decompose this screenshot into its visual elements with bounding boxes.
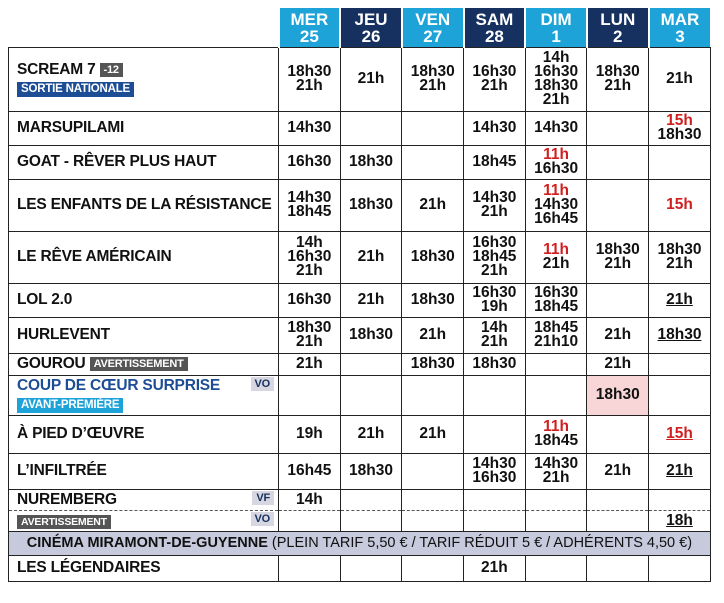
showtime-cell — [402, 283, 464, 317]
film-title-cell — [9, 555, 279, 581]
showtime: 16h30 — [534, 160, 579, 177]
showtime: 21h — [481, 203, 508, 220]
day-number: 26 — [361, 27, 381, 47]
film-title-cell — [9, 375, 279, 415]
showtime: 21h — [357, 291, 385, 308]
showtime: 11h — [543, 418, 570, 435]
day-header-jeu — [340, 8, 402, 47]
showtime: 21h — [542, 469, 570, 486]
film-row — [9, 555, 711, 581]
showtime: 21h — [666, 291, 693, 308]
showtime-cell — [587, 555, 649, 581]
showtime: 14h30 — [534, 455, 579, 472]
showtime-cell — [587, 317, 649, 353]
showtime: 18h30 — [410, 291, 455, 308]
showtime: 21h — [481, 559, 508, 576]
showtime: 14h30 — [472, 455, 517, 472]
film-title: MARSUPILAMI — [17, 119, 125, 136]
showtime: 18h30 — [595, 241, 640, 258]
showtime: 16h30 — [472, 234, 517, 251]
showtime-cell — [464, 489, 526, 510]
showtime-cell — [587, 489, 649, 510]
showtime: 16h30 — [534, 63, 579, 80]
showtime: 19h — [481, 298, 508, 315]
schedule — [8, 8, 710, 582]
showtime: 21h — [295, 77, 323, 94]
showtime: 21h — [542, 91, 570, 108]
film-row-nuremberg-vo — [9, 510, 711, 531]
film-title-cell — [9, 231, 279, 283]
showtime: 21h — [295, 333, 323, 350]
film-title-cell — [9, 489, 279, 510]
film-title-cell — [9, 317, 279, 353]
showtime: 18h30 — [657, 126, 702, 143]
showtime-cell — [402, 375, 464, 415]
showtime: 14h30 — [534, 119, 579, 136]
showtime-cell — [340, 179, 402, 231]
film-row — [9, 231, 711, 283]
showtime-cell — [464, 179, 526, 231]
showtime: 21h — [357, 425, 385, 442]
showtime: 18h30 — [410, 355, 455, 372]
showtime: 18h30 — [595, 386, 640, 403]
showtime-cell — [402, 353, 464, 375]
film-row — [9, 111, 711, 145]
showtime-cell — [525, 510, 587, 531]
showtime: 21h — [481, 262, 508, 279]
showtime: 21h — [357, 248, 385, 265]
showtime-cell — [649, 555, 711, 581]
showtime-cell — [279, 283, 341, 317]
cinema-prices: (PLEIN TARIF 5,50 € / TARIF RÉDUIT 5 € / ADHÉRENTS 4,50 €) — [267, 535, 693, 551]
showtime: 21h — [666, 462, 693, 479]
day-name: SAM — [475, 10, 514, 30]
showtime-cell — [340, 47, 402, 111]
showtime-cell — [464, 415, 526, 453]
day-name: DIM — [540, 10, 572, 30]
showtime-cell — [279, 47, 341, 111]
showtime-cell — [279, 111, 341, 145]
showtime-cell — [464, 111, 526, 145]
showtime-cell — [649, 231, 711, 283]
showtime: 18h30 — [349, 462, 393, 479]
showtime: 14h30 — [472, 189, 517, 206]
showtime-cell — [525, 317, 587, 353]
showtime-cell — [279, 489, 341, 510]
showtime-cell — [464, 510, 526, 531]
showtime: 21h10 — [534, 333, 579, 350]
showtime-cell — [649, 453, 711, 489]
film-title: L’INFILTRÉE — [17, 462, 107, 479]
showtime: 18h — [666, 511, 693, 529]
showtime-cell — [525, 283, 587, 317]
showtime-cell — [587, 179, 649, 231]
film-title-cell — [9, 283, 279, 317]
day-name: VEN — [415, 10, 451, 30]
film-title: LE RÊVE AMÉRICAIN — [17, 248, 172, 265]
film-row — [9, 375, 711, 415]
showtime-cell — [525, 111, 587, 145]
film-title: LES LÉGENDAIRES — [17, 559, 161, 576]
showtime-cell — [402, 179, 464, 231]
film-title-cell — [9, 453, 279, 489]
showtime: 16h45 — [287, 462, 332, 479]
showtime-cell — [587, 510, 649, 531]
showtime: 18h45 — [472, 153, 517, 170]
showtime: 14h30 — [534, 196, 579, 213]
showtime: 14h — [295, 490, 323, 508]
showtime: 18h30 — [287, 319, 332, 336]
showtime: 18h30 — [349, 326, 393, 343]
showtime-cell — [464, 145, 526, 179]
showtime-cell — [340, 415, 402, 453]
film-row-nuremberg-vf — [9, 489, 711, 510]
showtime: 21h — [295, 355, 323, 372]
showtime-cell — [340, 145, 402, 179]
showtime-cell — [402, 510, 464, 531]
showtime-cell — [525, 415, 587, 453]
showtime-cell — [402, 47, 464, 111]
showtime-cell — [340, 375, 402, 415]
film-title: COUP DE CŒUR SURPRISE — [17, 377, 221, 394]
day-number: 27 — [423, 27, 443, 47]
showtime-cell — [464, 453, 526, 489]
showtime: 14h30 — [287, 189, 332, 206]
showtime: 16h30 — [534, 284, 579, 301]
cinema-name: CINÉMA MIRAMONT-DE-GUYENNE — [26, 535, 268, 551]
showtime-cell — [464, 317, 526, 353]
showtime: 21h — [666, 70, 693, 87]
showtime-cell — [649, 510, 711, 531]
film-title-cell — [9, 510, 279, 531]
day-header-mar — [649, 8, 711, 47]
showtime-cell — [279, 353, 341, 375]
showtime: 16h30 — [287, 291, 332, 308]
day-number: 2 — [613, 27, 623, 47]
showtime: 18h30 — [595, 63, 640, 80]
showtime-cell — [525, 353, 587, 375]
showtime: 18h45 — [534, 432, 579, 449]
film-title-cell — [9, 111, 279, 145]
showtime: 21h — [542, 255, 570, 272]
showtime: 16h30 — [472, 469, 517, 486]
film-title: HURLEVENT — [17, 326, 110, 343]
film-row — [9, 179, 711, 231]
film-title: NUREMBERG — [17, 490, 117, 508]
showtime: 18h30 — [657, 241, 702, 258]
showtime-cell — [649, 145, 711, 179]
showtime-cell — [279, 555, 341, 581]
showtime-cell — [649, 317, 711, 353]
showtime: 21h — [419, 326, 447, 343]
release-badge: SORTIE NATIONALE — [17, 82, 134, 97]
showtime-cell — [464, 375, 526, 415]
showtime-cell — [340, 111, 402, 145]
warning-badge: AVERTISSEMENT — [17, 515, 111, 529]
showtime: 21h — [604, 355, 632, 372]
showtime-cell — [525, 47, 587, 111]
showtime-cell — [340, 453, 402, 489]
showtime-cell — [402, 555, 464, 581]
showtime: 18h45 — [534, 319, 579, 336]
showtime-cell — [587, 145, 649, 179]
showtime-cell — [525, 145, 587, 179]
day-header-ven — [402, 8, 464, 47]
film-title: LOL 2.0 — [17, 291, 73, 308]
showtime: 14h30 — [472, 119, 517, 136]
showtime-cell — [402, 231, 464, 283]
showtime: 21h — [295, 262, 323, 279]
showtime: 18h30 — [534, 77, 579, 94]
day-number: 1 — [551, 27, 561, 47]
film-title-cell — [9, 47, 279, 111]
showtime: 21h — [481, 333, 508, 350]
showtime-cell — [525, 453, 587, 489]
showtime: 18h30 — [287, 63, 332, 80]
showtime-cell — [587, 415, 649, 453]
showtime-cell — [279, 317, 341, 353]
showtime-cell — [402, 111, 464, 145]
showtime-cell — [649, 353, 711, 375]
showtime: 18h30 — [410, 63, 455, 80]
film-title-cell — [9, 415, 279, 453]
showtime-cell — [525, 489, 587, 510]
showtime-cell — [587, 375, 649, 415]
film-title: SCREAM 7 — [17, 61, 96, 78]
showtime-cell — [402, 415, 464, 453]
day-header-dim — [525, 8, 587, 47]
showtime-cell — [587, 111, 649, 145]
showtime-cell — [649, 283, 711, 317]
film-row — [9, 353, 711, 375]
showtime: 16h30 — [472, 63, 517, 80]
showtime: 21h — [357, 70, 385, 87]
age-rating-badge: -12 — [100, 63, 123, 77]
showtime-cell — [340, 353, 402, 375]
cinema-banner — [9, 531, 711, 555]
preview-badge: AVANT-PREMIÈRE — [17, 398, 123, 413]
showtime-cell — [340, 489, 402, 510]
showtime: 11h — [543, 146, 570, 163]
showtime-cell — [525, 231, 587, 283]
showtime: 14h — [542, 49, 570, 66]
showtime-cell — [340, 317, 402, 353]
language-badge-vf: VF — [252, 491, 274, 505]
showtime: 21h — [604, 255, 632, 272]
showtime-cell — [279, 453, 341, 489]
showtime: 21h — [666, 255, 693, 272]
film-row — [9, 415, 711, 453]
showtime-cell — [525, 179, 587, 231]
film-row — [9, 47, 711, 111]
showtime-cell — [279, 375, 341, 415]
film-row — [9, 145, 711, 179]
showtime-cell — [649, 375, 711, 415]
showtime-cell — [649, 111, 711, 145]
showtime-cell — [587, 231, 649, 283]
showtime: 21h — [604, 326, 632, 343]
showtime: 11h — [543, 241, 570, 258]
film-row — [9, 283, 711, 317]
showtime-cell — [402, 145, 464, 179]
warning-badge: AVERTISSEMENT — [90, 357, 188, 371]
showtime: 16h30 — [287, 248, 332, 265]
showtime-cell — [649, 415, 711, 453]
showtime: 16h30 — [287, 153, 332, 170]
showtime-cell — [464, 231, 526, 283]
showtime: 18h30 — [410, 248, 455, 265]
showtime-cell — [402, 317, 464, 353]
showtime-cell — [340, 283, 402, 317]
showtime-cell — [525, 375, 587, 415]
showtime: 15h — [666, 112, 693, 129]
showtime: 21h — [419, 196, 447, 213]
day-header-mer — [279, 8, 341, 47]
showtime-cell — [587, 353, 649, 375]
showtime: 21h — [419, 77, 447, 94]
showtime-cell — [402, 453, 464, 489]
showtime: 21h — [604, 462, 632, 479]
showtime-cell — [402, 489, 464, 510]
showtime-cell — [464, 47, 526, 111]
showtime: 14h — [295, 234, 323, 251]
film-title: GOUROU — [17, 355, 86, 372]
showtime: 21h — [481, 77, 508, 94]
showtime-cell — [279, 145, 341, 179]
showtime-cell — [464, 353, 526, 375]
showtime: 16h45 — [534, 210, 579, 227]
showtime: 18h45 — [287, 203, 332, 220]
showtime-cell — [649, 47, 711, 111]
film-title-cell — [9, 353, 279, 375]
showtime-cell — [587, 47, 649, 111]
showtime: 19h — [295, 425, 323, 442]
film-title: GOAT - RÊVER PLUS HAUT — [17, 153, 217, 170]
day-name: MAR — [660, 10, 700, 30]
showtime-cell — [279, 179, 341, 231]
header-corner — [9, 8, 279, 47]
showtime-cell — [340, 555, 402, 581]
showtime: 21h — [419, 425, 447, 442]
showtime-cell — [464, 555, 526, 581]
film-title-cell — [9, 179, 279, 231]
day-header-sam — [464, 8, 526, 47]
showtime: 18h30 — [472, 355, 517, 372]
showtime: 15h — [666, 196, 693, 213]
showtimes-table — [8, 8, 711, 582]
showtime-cell — [340, 231, 402, 283]
showtime-cell — [464, 283, 526, 317]
showtime-cell — [649, 179, 711, 231]
language-badge: VO — [251, 377, 275, 391]
day-name: JEU — [354, 10, 388, 30]
showtime-cell — [340, 510, 402, 531]
day-header-lun — [587, 8, 649, 47]
showtime-cell — [279, 415, 341, 453]
showtime-cell — [279, 510, 341, 531]
film-row — [9, 453, 711, 489]
language-badge-vo: VO — [251, 512, 275, 526]
day-name: LUN — [600, 10, 636, 30]
showtime: 18h30 — [349, 153, 393, 170]
showtime-cell — [587, 283, 649, 317]
showtime: 18h30 — [657, 326, 702, 343]
showtime-cell — [649, 489, 711, 510]
day-number: 28 — [484, 27, 504, 47]
film-row — [9, 317, 711, 353]
day-name: MER — [290, 10, 329, 30]
showtime: 18h45 — [472, 248, 517, 265]
showtime-cell — [587, 453, 649, 489]
showtime: 14h30 — [287, 119, 332, 136]
showtime: 18h45 — [534, 298, 579, 315]
film-title: À PIED D’ŒUVRE — [17, 425, 145, 442]
day-header-row — [9, 8, 711, 47]
cinema-banner-row — [9, 531, 711, 555]
showtime: 15h — [666, 425, 693, 442]
showtime-cell — [279, 231, 341, 283]
showtime: 11h — [543, 182, 570, 199]
showtime: 18h30 — [349, 196, 393, 213]
day-number: 25 — [299, 27, 319, 47]
day-number: 3 — [675, 27, 685, 47]
film-title-cell — [9, 145, 279, 179]
film-title: LES ENFANTS DE LA RÉSISTANCE — [17, 196, 272, 213]
showtime: 21h — [604, 77, 632, 94]
showtime: 14h — [481, 319, 508, 336]
showtime-cell — [525, 555, 587, 581]
showtime: 16h30 — [472, 284, 517, 301]
